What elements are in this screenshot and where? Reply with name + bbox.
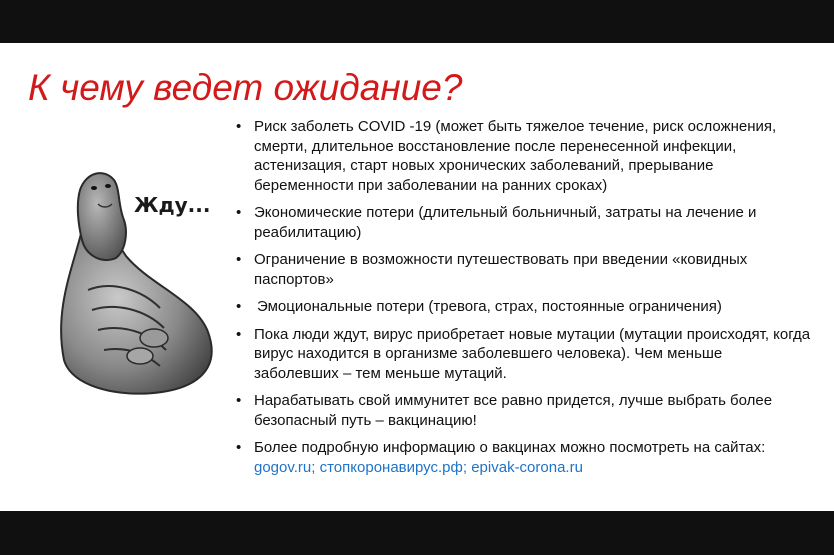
bullet-item-more-info [236, 438, 811, 477]
bullet-item-emotional-loss: • Эмоциональные потери (тревога, страх, постоянные ограничения) [236, 297, 811, 317]
waiting-creature-illustration [42, 160, 234, 396]
bullet-item-travel-restriction: • Ограничение в возможности путешествовать при введении «ковидных паспортов» [236, 250, 811, 289]
bullet-item-virus-mutations: • Пока люди ждут, вирус приобретает новые мутации (мутации происходят, когда вирус находится в организме заболевшего человека). Чем меньше заболевших – тем меньше мутаций. [236, 325, 811, 384]
bullet-list [236, 117, 811, 485]
bullet-item-immunity: • Нарабатывать свой иммунитет все равно придется, лучше выбрать более безопасный путь – вакцинацию! [236, 391, 811, 430]
more-info-text: Более подробную информацию о вакцинах можно посмотреть на сайтах: [254, 439, 766, 456]
presentation-slide [0, 43, 834, 511]
link-gogov[interactable]: gogov.ru; [254, 458, 316, 476]
link-epivak[interactable]: epivak-corona.ru [471, 458, 583, 476]
link-stopkoronavirus[interactable]: стопкоронавирус.рф; [319, 458, 468, 476]
bullet-item-economic-loss: • Экономические потери (длительный больничный, затраты на лечение и реабилитацию) [236, 203, 811, 242]
slide-title: К чему ведет ожидание? [28, 67, 463, 108]
bullet-item-covid-risk: • Риск заболеть COVID -19 (может быть тяжелое течение, риск осложнения, смерти, длительное восстановление после перенесенной инфекции, астенизация, старт новых хронических заболеваний, прерывание беременности при заболевании на ранних сроках) [236, 117, 811, 195]
waiting-caption: Жду... [134, 193, 211, 217]
